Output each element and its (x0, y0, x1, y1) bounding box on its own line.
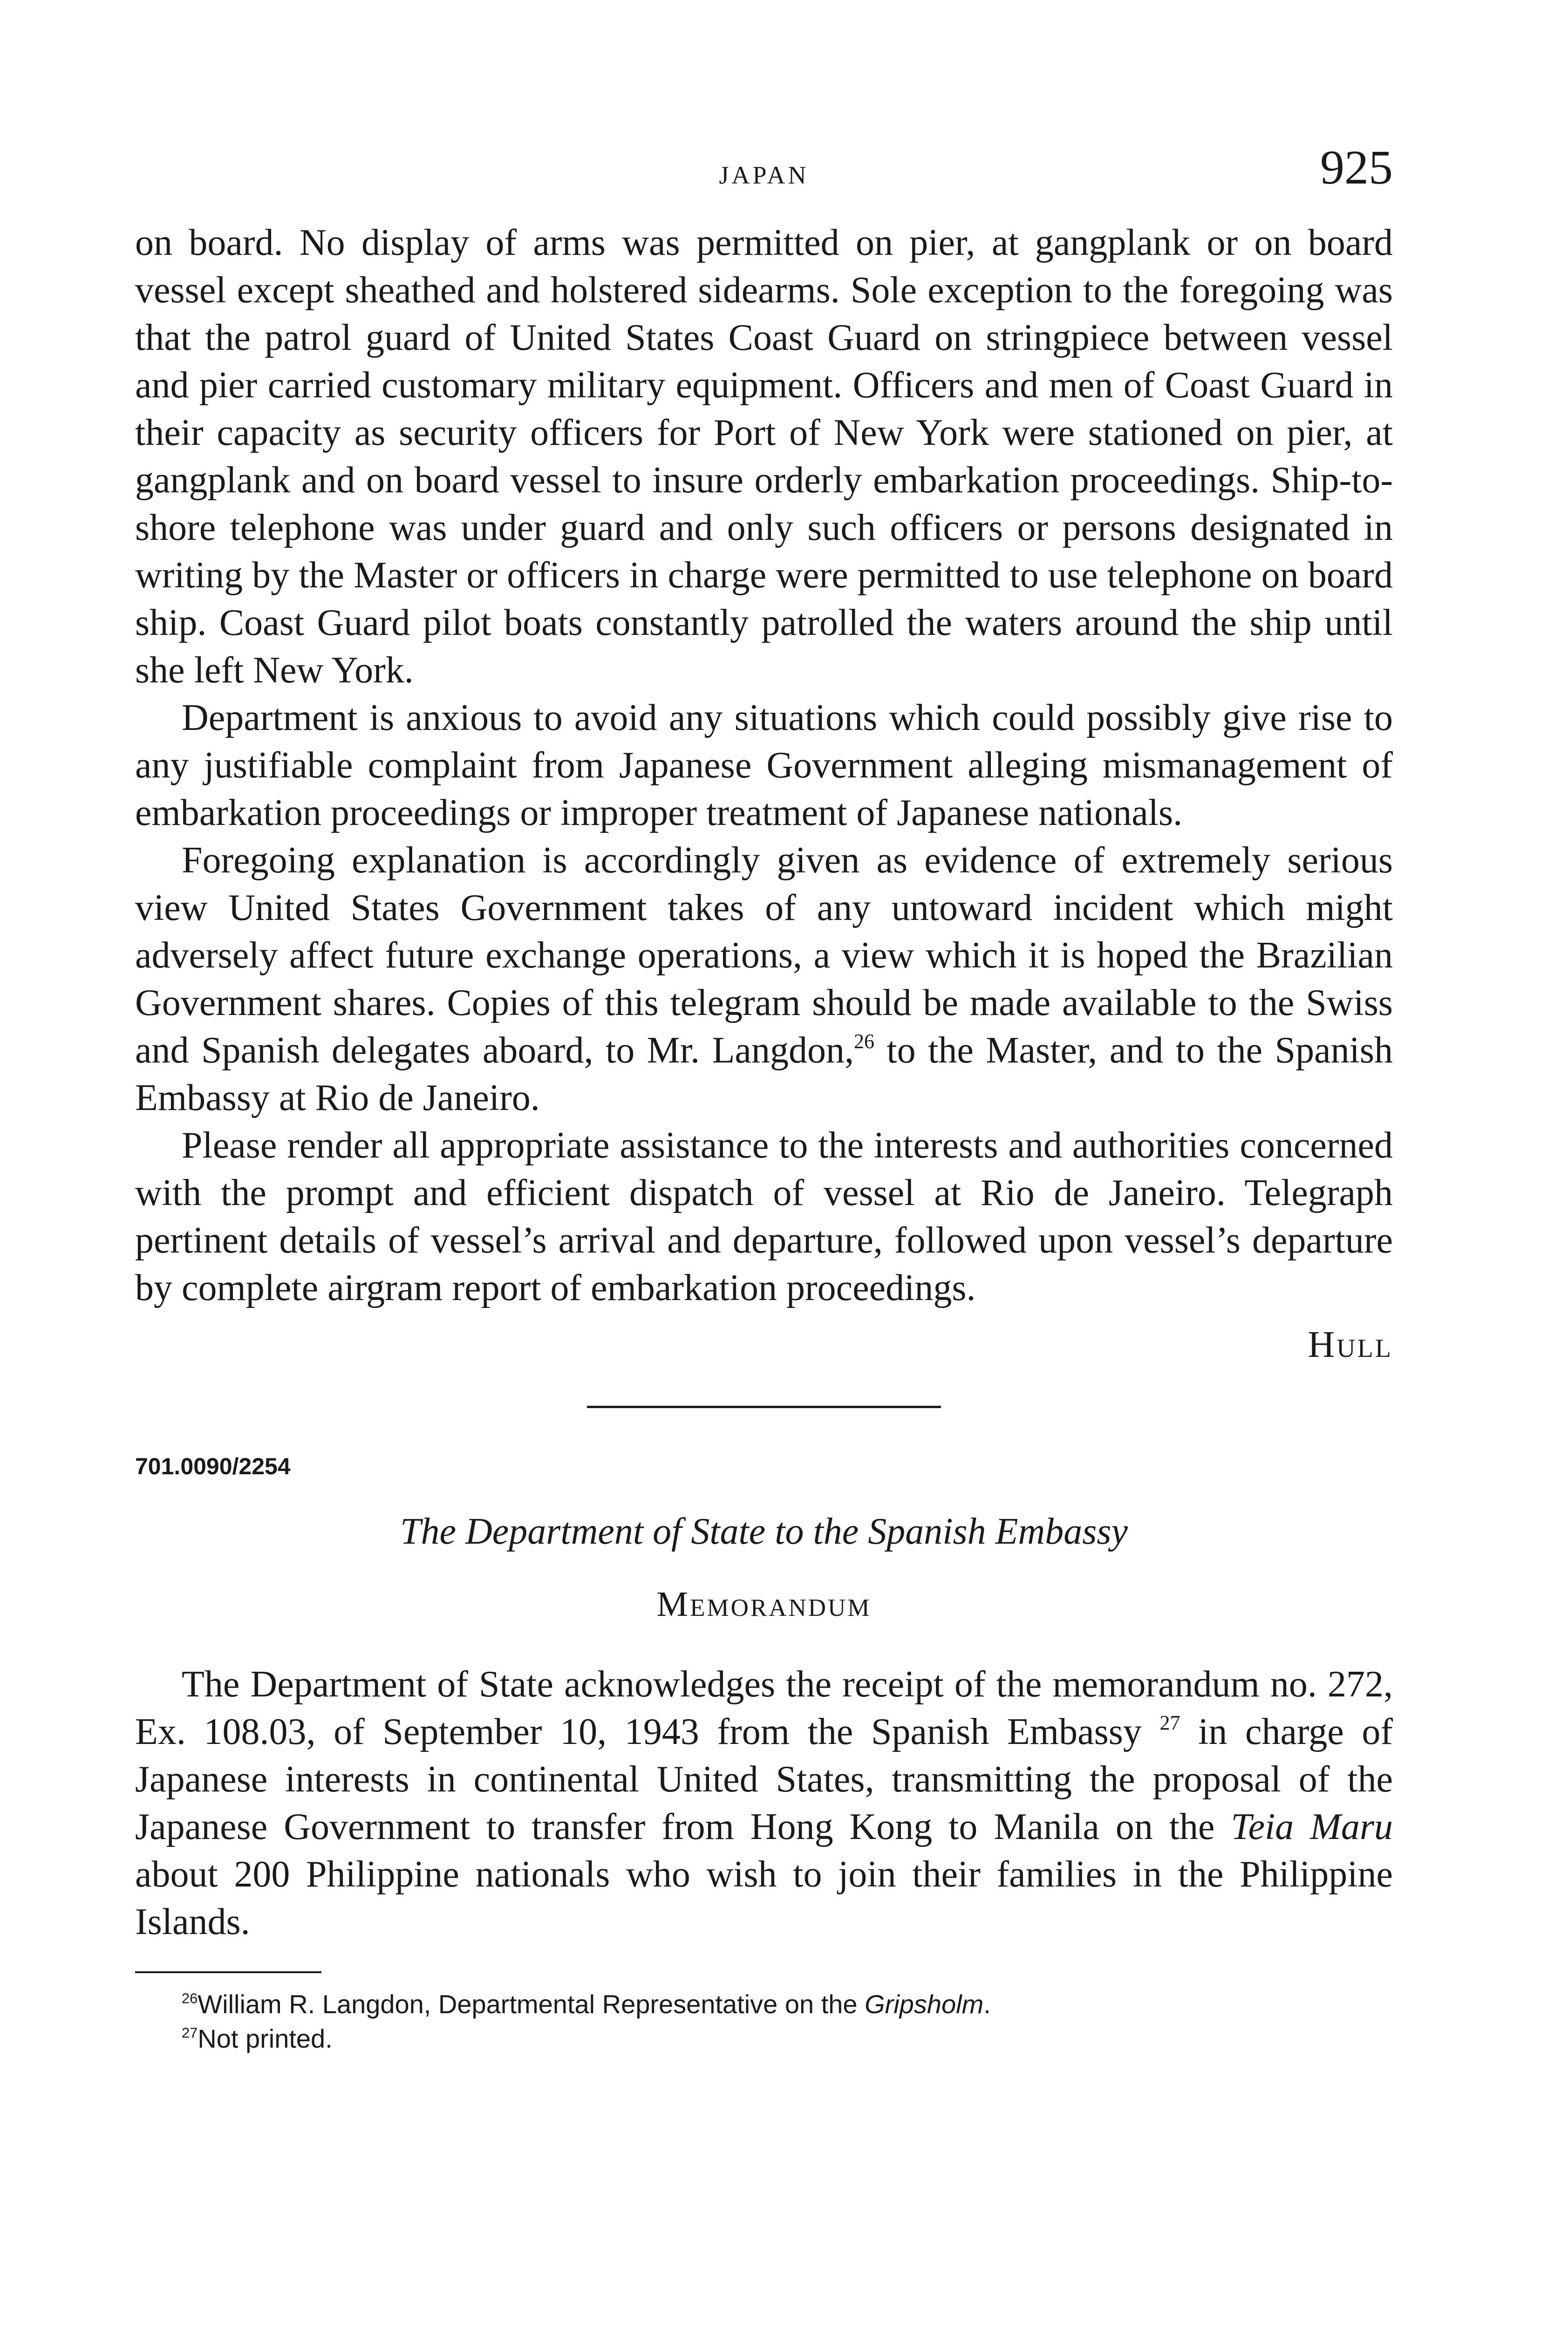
body-text (135, 219, 1393, 2056)
telegram-paragraph-2: Department is anxious to avoid any situations which could possibly give rise to any justifiable complaint from Japanese Government alleging mismanagement of embarkation proceedings or improper treatment of Japanese nationals. (135, 697, 1393, 833)
page-number: 925 (1320, 141, 1393, 194)
footnote-mark: 27 (182, 2024, 198, 2041)
ship-name: Teia Maru (1231, 1806, 1393, 1847)
running-head: JAPAN (719, 161, 809, 189)
footnote-ref-27[interactable]: 27 (1159, 1711, 1180, 1735)
footnote-27 (182, 2022, 1393, 2056)
footnote-text: Not printed. (198, 2024, 333, 2053)
footnote-ref-26[interactable]: 26 (853, 1030, 874, 1053)
memorandum-text-end: about 200 Philippine nationals who wish to join their families in the Philippine Islands. (135, 1854, 1393, 1942)
document-type: Memorandum (656, 1585, 872, 1624)
section-divider (587, 1406, 941, 1408)
footnote-divider (135, 1971, 321, 1973)
file-number: 701.0090/2254 (135, 1453, 291, 1479)
telegram-paragraph-3-text-end: to the Master, and to the Spanish Embassy at Rio de Janeiro. (135, 1030, 1393, 1118)
telegram-paragraph-1: on board. No display of arms was permitted on pier, at gangplank or on board vessel except sheathed and holstered sidearms. Sole exception to the foregoing was that the patrol guard of United States Coast Guard on stringpiece between vessel and pier carried customary military equipment. Officers and men of Coast Guard in their capacity as security officers for Port of New York were stationed on pier, at gangplank and on board vessel to insure orderly embarkation proceedings. Ship-to-shore telephone was under guard and only such officers or persons designated in writing by the Master or officers in charge were permitted to use telephone on board ship. Coast Guard pilot boats constantly patrolled the waters around the ship until she left New York. (135, 222, 1393, 691)
footnote-text: William R. Langdon, Departmental Representative on the (198, 1989, 865, 2019)
footnote-mark: 26 (182, 1990, 198, 2007)
memorandum-text: The Department of State acknowledges the receipt of the memorandum no. 272, Ex. 108.03, of September 10, 1943 from the Spanish Embassy (135, 1664, 1393, 1752)
signature: Hull (1308, 1324, 1393, 1365)
telegram-paragraph-3 (135, 837, 1393, 1122)
footnote-ship-name: Gripsholm (865, 1989, 984, 2019)
footnote-26 (182, 1987, 1393, 2022)
footnotes (135, 1987, 1393, 2056)
document-page (135, 0, 1393, 2329)
telegram-paragraph-4: Please render all appropriate assistance to the interests and authorities concerned with the prompt and efficient dispatch of vessel at Rio de Janeiro. Telegraph pertinent details of vessel’s arrival and departure, followed upon vessel’s departure by complete airgram report of embarkation proceedings. (135, 1125, 1393, 1308)
footnote-text-end: . (983, 1989, 991, 2019)
document-title: The Department of State to the Spanish Embassy (400, 1511, 1128, 1552)
memorandum-text-continued: in charge of Japanese interests in continental United States, transmitting the proposal of the Japanese Government to transfer from Hong Kong to Manila on the (135, 1711, 1393, 1847)
memorandum-paragraph (135, 1661, 1393, 1946)
telegram-paragraph-3-text: Foregoing explanation is accordingly given as evidence of extremely serious view United States Government takes of any untoward incident which might adversely affect future exchange operations, a view which it is hoped the Brazilian Government shares. Copies of this telegram should be made available to the Swiss and Spanish delegates aboard, to Mr. Langdon, (135, 840, 1393, 1071)
page-header (135, 140, 1393, 200)
